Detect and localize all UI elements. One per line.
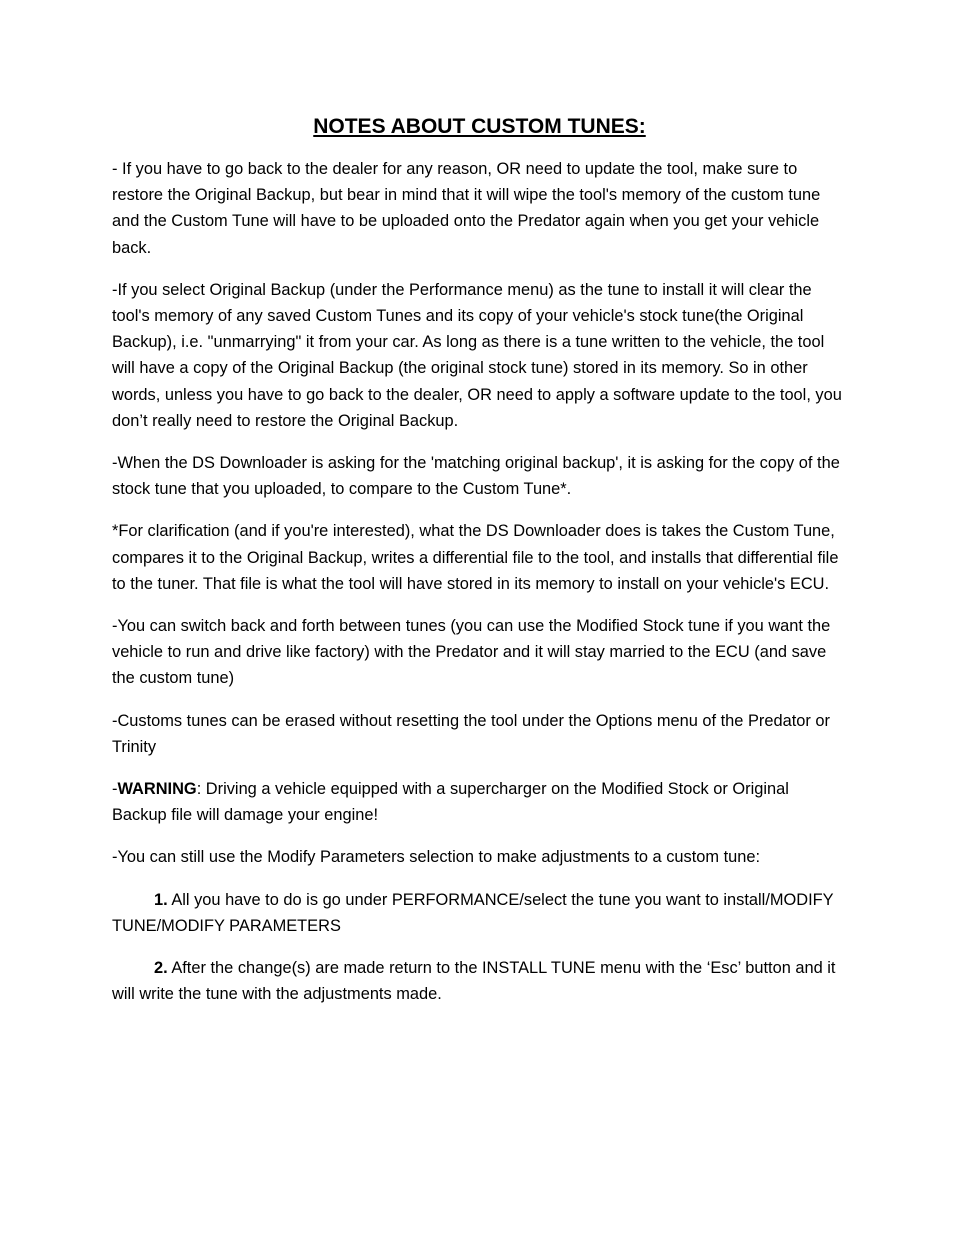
paragraph-clarification: *For clarification (and if you're interested), what the DS Downloader does is takes the Custom Tune, compares it to the Original Backup, writes a differential file to the tool, and installs that differential file to the tuner. That file is what the tool will have stored in its memory to install on your vehicle's ECU.	[112, 522, 839, 593]
step-item	[112, 955, 847, 1007]
document-page	[112, 112, 847, 1023]
paragraph-ds-downloader: -When the DS Downloader is asking for the 'matching original backup', it is asking for the copy of the stock tune that you uploaded, to compare to the Custom Tune*.	[112, 454, 840, 499]
page-title: NOTES ABOUT CUSTOM TUNES:	[313, 115, 646, 138]
paragraph-modify-parameters: -You can still use the Modify Parameters selection to make adjustments to a custom tune:	[112, 848, 761, 867]
paragraph-warning	[112, 776, 847, 828]
paragraph-erase-tunes: -Customs tunes can be erased without resetting the tool under the Options menu of the Predator or Trinity	[112, 711, 830, 756]
step-text: All you have to do is go under PERFORMANCE/select the tune you want to install/MODIFY TUNE/MODIFY PARAMETERS	[112, 890, 834, 935]
warning-label: WARNING	[117, 780, 197, 799]
step-number: 2.	[154, 959, 168, 978]
warning-prefix: -	[112, 780, 118, 799]
step-item	[112, 887, 847, 939]
step-number: 1.	[154, 890, 168, 909]
paragraph-switch-tunes: -You can switch back and forth between tunes (you can use the Modified Stock tune if you want the vehicle to run and drive like factory) with the Predator and it will stay married to the ECU (and save the custom tune)	[112, 617, 831, 688]
paragraph-dealer-restore: - If you have to go back to the dealer for any reason, OR need to update the tool, make sure to restore the Original Backup, but bear in mind that it will wipe the tool's memory of the custom tune and the Custom Tune will have to be uploaded onto the Predator again when you get your vehicle back.	[112, 160, 821, 257]
paragraph-original-backup: -If you select Original Backup (under the Performance menu) as the tune to install it will clear the tool's memory of any saved Custom Tunes and its copy of your vehicle's stock tune(the Original Backup), i.e. "unmarrying" it from your car. As long as there is a tune written to the vehicle, the tool will have a copy of the Original Backup (the original stock tune) stored in its memory. So in other words, unless you have to go back to the dealer, OR need to apply a software update to the tool, you don’t really need to restore the Original Backup.	[112, 280, 842, 430]
step-text: After the change(s) are made return to the INSTALL TUNE menu with the ‘Esc’ button and it will write the tune with the adjustments made.	[112, 959, 836, 1004]
warning-text: : Driving a vehicle equipped with a supercharger on the Modified Stock or Original Backup file will damage your engine!	[112, 780, 789, 825]
